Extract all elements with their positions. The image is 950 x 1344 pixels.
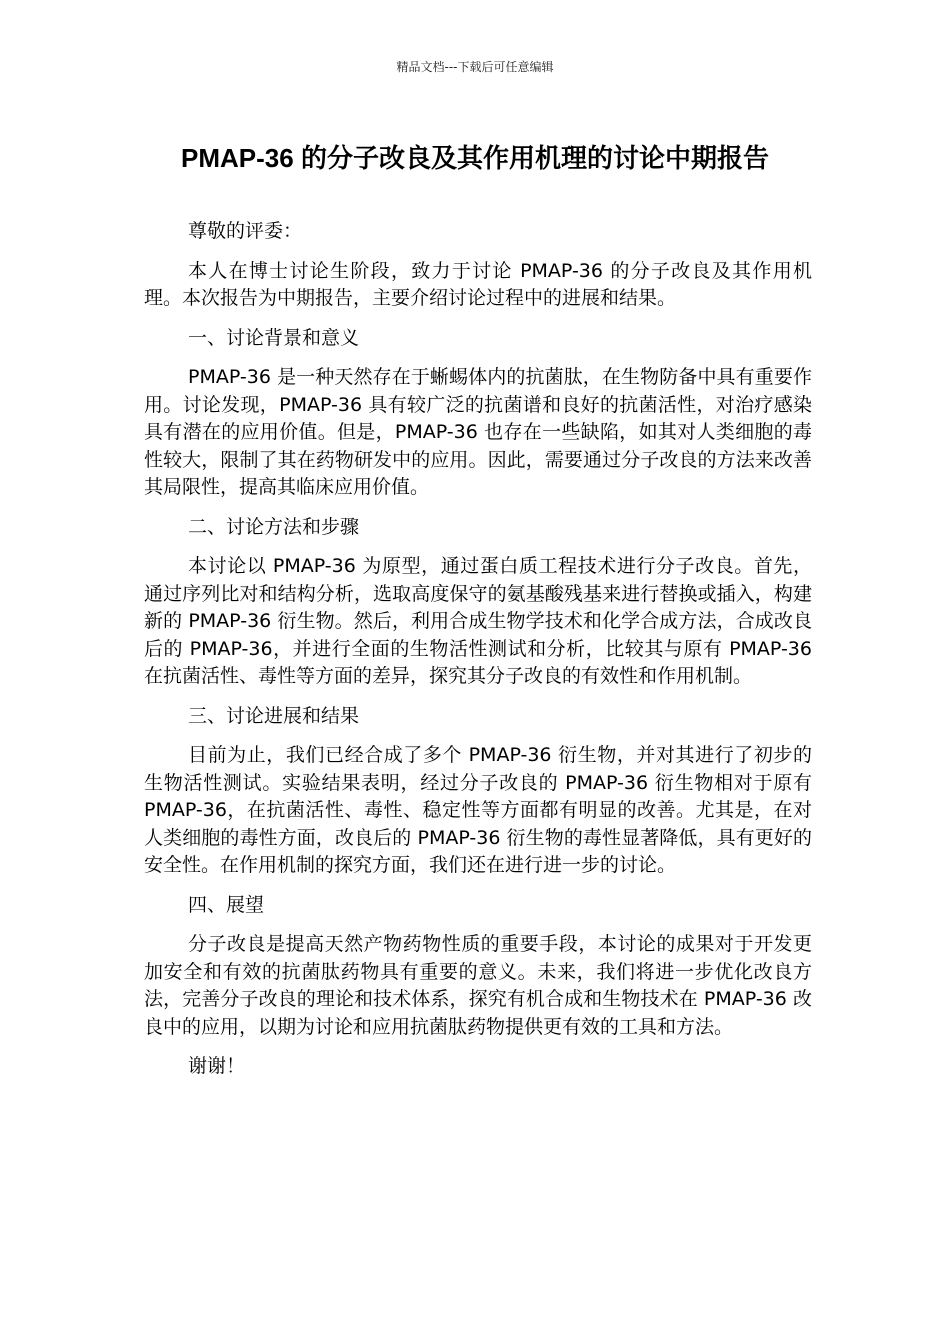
document-body (144, 218, 812, 1093)
salutation: 尊敬的评委： (188, 220, 303, 242)
section-text-results: 目前为止，我们已经合成了多个 PMAP-36 衍生物，并对其进行了初步的生物活性测试。实验结果表明，经过分子改良的 PMAP-36 衍生物相对于原有 PMAP-36，在抗菌活性、毒性、稳定性等方面都有明显的改善。尤其是，在对人类细胞的毒性方面，改良后的 PMAP-36 衍生物的毒性显著降低，具有更好的安全性。在作用机制的探究方面，我们还在进行进一步的讨论。 (144, 744, 812, 876)
section-heading-background: 一、讨论背景和意义 (188, 326, 360, 349)
section-heading-results: 三、讨论进展和结果 (188, 704, 360, 727)
header-note: 精品文档---下载后可任意编辑 (396, 60, 554, 74)
intro-paragraph: 本人在博士讨论生阶段，致力于讨论 PMAP-36 的分子改良及其作用机理。本次报告为中期报告，主要介绍讨论过程中的进展和结果。 (144, 259, 812, 309)
section-heading-outlook: 四、展望 (188, 893, 265, 916)
section-heading-methods: 二、讨论方法和步骤 (188, 515, 360, 538)
page-title: PMAP-36 的分子改良及其作用机理的讨论中期报告 (181, 143, 769, 173)
section-text-outlook: 分子改良是提高天然产物药物性质的重要手段，本讨论的成果对于开发更加安全和有效的抗菌肽药物具有重要的意义。未来，我们将进一步优化改良方法，完善分子改良的理论和技术体系，探究有机合成和生物技术在 PMAP-36 改良中的应用，以期为讨论和应用抗菌肽药物提供更有效的工具和方法。 (144, 933, 812, 1038)
closing: 谢谢！ (188, 1055, 246, 1077)
section-text-background: PMAP-36 是一种天然存在于蜥蜴体内的抗菌肽，在生物防备中具有重要作用。讨论发现，PMAP-36 具有较广泛的抗菌谱和良好的抗菌活性，对治疗感染具有潜在的应用价值。但是，PMAP-36 也存在一些缺陷，如其对人类细胞的毒性较大，限制了其在药物研发中的应用。因此，需要通过分子改良的方法来改善其局限性，提高其临床应用价值。 (144, 366, 812, 498)
section-text-methods: 本讨论以 PMAP-36 为原型，通过蛋白质工程技术进行分子改良。首先，通过序列比对和结构分析，选取高度保守的氨基酸残基来进行替换或插入，构建新的 PMAP-36 衍生物。然后，利用合成生物学技术和化学合成方法，合成改良后的 PMAP-36，并进行全面的生物活性测试和分析，比较其与原有 PMAP-36 在抗菌活性、毒性等方面的差异，探究其分子改良的有效性和作用机制。 (144, 555, 812, 687)
